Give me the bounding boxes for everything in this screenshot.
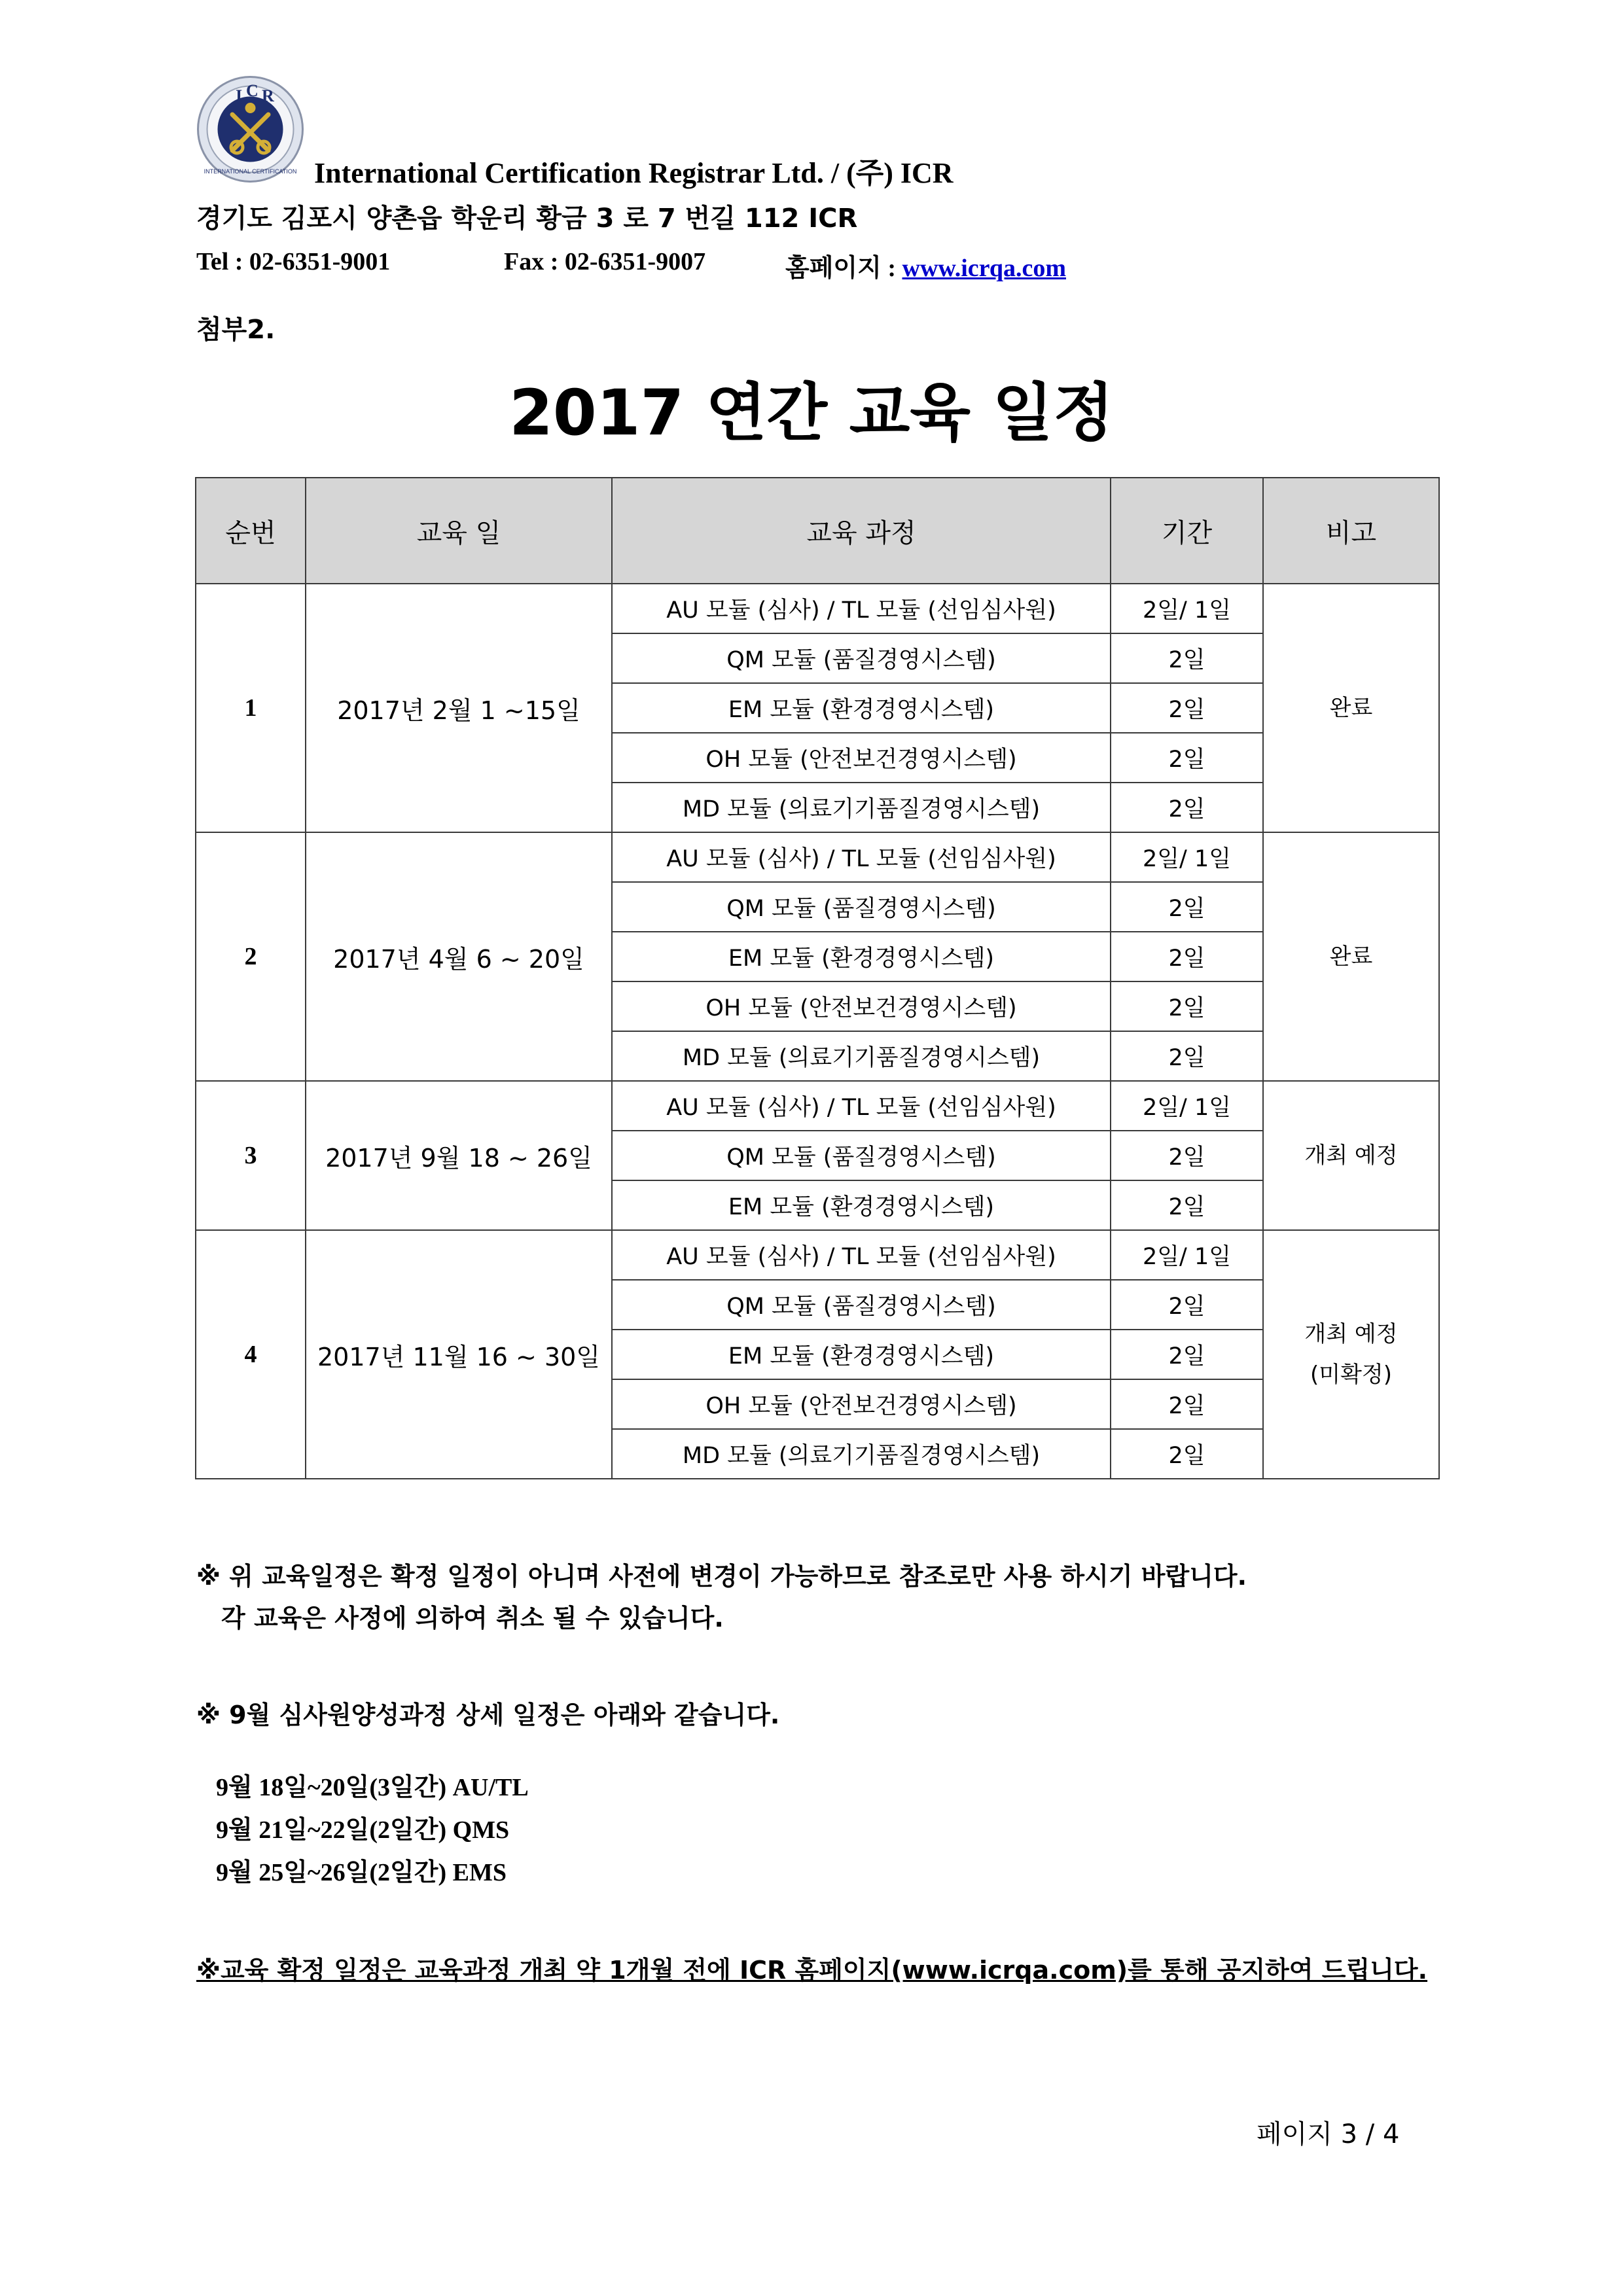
- session-status: [1263, 584, 1439, 832]
- course-name: AU 모듈 (심사) / TL 모듈 (선임심사원): [612, 1230, 1111, 1280]
- page-number: 페이지 3 / 4: [1257, 2119, 1400, 2149]
- status-text: 개최 예정: [1304, 1321, 1398, 1347]
- table-row: [196, 584, 1439, 633]
- course-period: 2일: [1111, 1031, 1263, 1081]
- session-date: 2017년 4월 6 ~ 20일: [306, 832, 612, 1081]
- course-name: AU 모듈 (심사) / TL 모듈 (선임심사원): [612, 584, 1111, 633]
- course-name: EM 모듈 (환경경영시스템): [612, 683, 1111, 733]
- svg-text:R: R: [262, 86, 274, 105]
- table-header-row: [196, 478, 1439, 584]
- header-course: 교육 과정: [612, 478, 1111, 584]
- session-number: 2: [196, 832, 306, 1081]
- status-subtext: (미확정): [1310, 1362, 1393, 1388]
- homepage-label: 홈페이지 :: [785, 255, 902, 282]
- course-period: 2일: [1111, 1379, 1263, 1429]
- course-period: 2일/ 1일: [1111, 1230, 1263, 1280]
- table-row: [196, 1230, 1439, 1280]
- course-period: 2일/ 1일: [1111, 832, 1263, 882]
- notice-detail-heading: ※ 9월 심사원양성과정 상세 일정은 아래와 같습니다.: [196, 1701, 780, 1729]
- schedule-body: [196, 584, 1439, 1479]
- company-name: International Certification Registrar Ltd. / (주) ICR: [314, 157, 954, 189]
- course-name: MD 모듈 (의료기기품질경영시스템): [612, 1429, 1111, 1479]
- course-name: QM 모듈 (품질경영시스템): [612, 1280, 1111, 1330]
- session-number: 1: [196, 584, 306, 832]
- course-period: 2일: [1111, 1429, 1263, 1479]
- header-no: 순번: [196, 478, 306, 584]
- status-text: 완료: [1329, 944, 1373, 970]
- detail-item: 9월 21일~22일(2일간) QMS: [216, 1816, 510, 1844]
- tel-number: Tel : 02-6351-9001: [196, 248, 391, 275]
- session-date: 2017년 11월 16 ~ 30일: [306, 1230, 612, 1479]
- course-name: QM 모듈 (품질경영시스템): [612, 1131, 1111, 1180]
- course-name: QM 모듈 (품질경영시스템): [612, 633, 1111, 683]
- detail-item: 9월 18일~20일(3일간) AU/TL: [216, 1774, 529, 1801]
- course-period: 2일: [1111, 783, 1263, 832]
- schedule-table: [195, 477, 1440, 1479]
- notice-line-2: 각 교육은 사정에 의하여 취소 될 수 있습니다.: [221, 1604, 724, 1633]
- course-period: 2일/ 1일: [1111, 1081, 1263, 1131]
- course-name: OH 모듈 (안전보건경영시스템): [612, 1379, 1111, 1429]
- attachment-label: 첨부2.: [196, 315, 276, 345]
- svg-text:C: C: [246, 81, 259, 100]
- course-name: OH 모듈 (안전보건경영시스템): [612, 733, 1111, 783]
- homepage: [785, 247, 1066, 283]
- course-name: EM 모듈 (환경경영시스템): [612, 1330, 1111, 1379]
- session-number: 4: [196, 1230, 306, 1479]
- course-period: 2일: [1111, 1180, 1263, 1230]
- course-period: 2일: [1111, 633, 1263, 683]
- course-name: AU 모듈 (심사) / TL 모듈 (선임심사원): [612, 832, 1111, 882]
- notice-line-1: ※ 위 교육일정은 확정 일정이 아니며 사전에 변경이 가능하므로 참조로만 사용 하시기 바랍니다.: [196, 1562, 1247, 1591]
- svg-text:ICR: ICR: [196, 75, 198, 76]
- session-date: 2017년 9월 18 ~ 26일: [306, 1081, 612, 1230]
- course-period: 2일: [1111, 981, 1263, 1031]
- course-period: 2일: [1111, 1131, 1263, 1180]
- table-row: [196, 832, 1439, 882]
- detail-item: 9월 25일~26일(2일간) EMS: [216, 1859, 507, 1886]
- course-name: QM 모듈 (품질경영시스템): [612, 882, 1111, 932]
- course-period: 2일: [1111, 733, 1263, 783]
- course-name: MD 모듈 (의료기기품질경영시스템): [612, 1031, 1111, 1081]
- svg-text:I: I: [236, 86, 243, 105]
- header-note: 비고: [1263, 478, 1439, 584]
- course-period: 2일: [1111, 932, 1263, 981]
- course-period: 2일: [1111, 683, 1263, 733]
- icr-logo: [196, 75, 304, 183]
- fax-number: Fax : 02-6351-9007: [504, 248, 706, 275]
- svg-text:INTERNATIONAL CERTIFICATION: INTERNATIONAL CERTIFICATION: [204, 168, 297, 175]
- course-name: EM 모듈 (환경경영시스템): [612, 1180, 1111, 1230]
- status-text: 개최 예정: [1304, 1142, 1398, 1169]
- course-name: AU 모듈 (심사) / TL 모듈 (선임심사원): [612, 1081, 1111, 1131]
- session-status: [1263, 1081, 1439, 1230]
- session-status: [1263, 832, 1439, 1081]
- header-period: 기간: [1111, 478, 1263, 584]
- page-title: 2017 연간 교육 일정: [509, 376, 1114, 450]
- table-row: [196, 1081, 1439, 1131]
- course-name: MD 모듈 (의료기기품질경영시스템): [612, 783, 1111, 832]
- homepage-link[interactable]: www.icrqa.com: [902, 255, 1066, 282]
- status-text: 완료: [1329, 695, 1373, 721]
- course-name: EM 모듈 (환경경영시스템): [612, 932, 1111, 981]
- course-period: 2일: [1111, 1280, 1263, 1330]
- session-number: 3: [196, 1081, 306, 1230]
- course-period: 2일/ 1일: [1111, 584, 1263, 633]
- session-status: [1263, 1230, 1439, 1479]
- notice-announcement: ※교육 확정 일정은 교육과정 개최 약 1개월 전에 ICR 홈페이지(www.icrqa.com)를 통해 공지하여 드립니다.: [196, 1956, 1428, 1985]
- header-date: 교육 일: [306, 478, 612, 584]
- course-name: OH 모듈 (안전보건경영시스템): [612, 981, 1111, 1031]
- company-address: 경기도 김포시 양촌읍 학운리 황금 3 로 7 번길 112 ICR: [196, 203, 858, 234]
- session-date: 2017년 2월 1 ~15일: [306, 584, 612, 832]
- course-period: 2일: [1111, 1330, 1263, 1379]
- course-period: 2일: [1111, 882, 1263, 932]
